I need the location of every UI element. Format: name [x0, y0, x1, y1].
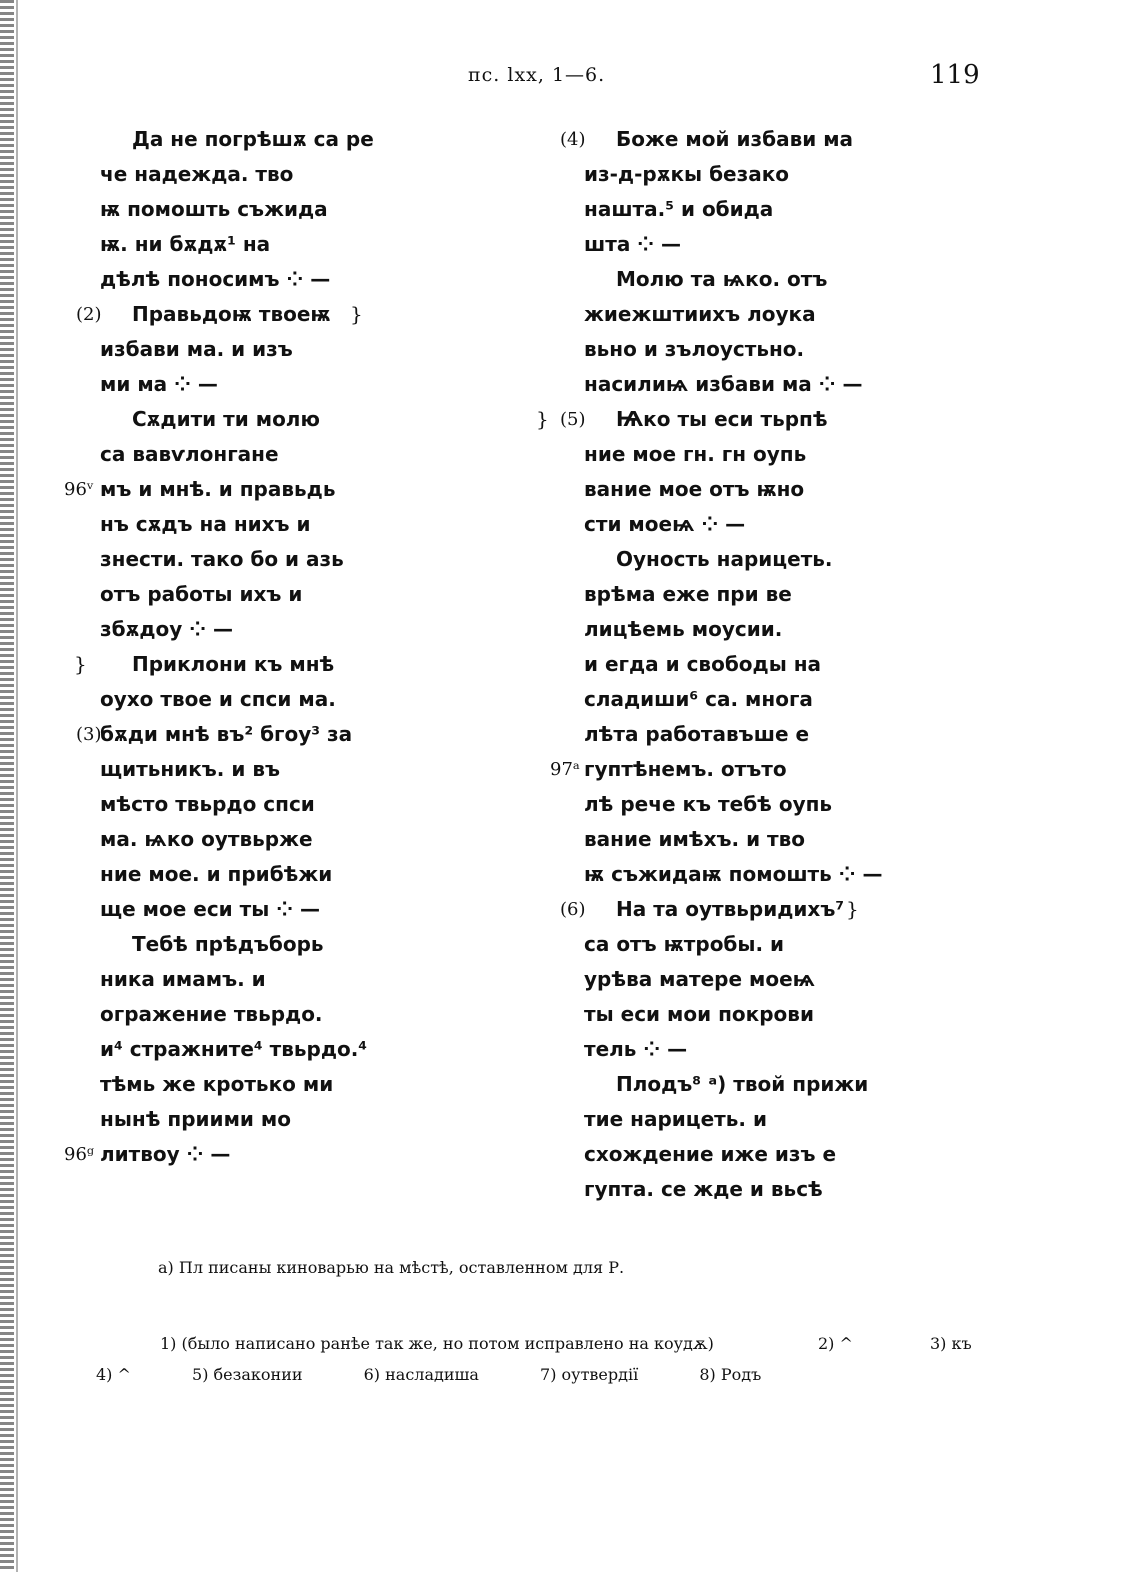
- text-line: [100, 402, 560, 437]
- margin-brace-mark: }: [350, 302, 363, 326]
- page-number: 119: [930, 60, 980, 90]
- line-text: ми ма ⁘ —: [100, 372, 218, 396]
- text-line: [100, 367, 560, 402]
- line-text: вание имѣхъ. и тво: [584, 827, 806, 851]
- text-line: [584, 997, 1044, 1032]
- text-line: [584, 717, 1044, 752]
- text-line: [584, 787, 1044, 822]
- text-line: [584, 472, 1044, 507]
- text-line: [100, 507, 560, 542]
- line-text: насилиѩ избави ма ⁘ —: [584, 372, 863, 396]
- text-line: [100, 787, 560, 822]
- text-line: [584, 577, 1044, 612]
- line-text: Ѩко ты еси тьрпѣ: [616, 407, 828, 431]
- line-text: збѫдоу ⁘ —: [100, 617, 233, 641]
- text-line: [100, 997, 560, 1032]
- text-line: [584, 1137, 1044, 1172]
- margin-brace-mark: }: [74, 652, 87, 676]
- right-column: [536, 122, 1044, 1207]
- text-line: [584, 507, 1044, 542]
- line-text: дѣлѣ поносимъ ⁘ —: [100, 267, 331, 291]
- footnote-5: 5) безаконии: [192, 1365, 303, 1384]
- footnotes-row-2: [96, 1365, 817, 1384]
- line-text: Плодъ⁸ ᵃ) твой прижи: [616, 1072, 869, 1096]
- text-line: [536, 402, 1044, 437]
- line-text: лѣ рече къ тебѣ оупь: [584, 792, 833, 816]
- text-line: [584, 857, 1044, 892]
- text-line: [584, 1102, 1044, 1137]
- folio-marker: 96ᵍ: [64, 1144, 95, 1165]
- text-line: [584, 647, 1044, 682]
- line-text: ние мое. и прибѣжи: [100, 862, 333, 886]
- line-text: Да не погрѣшѫ са ре: [132, 127, 374, 151]
- text-line: [100, 752, 560, 787]
- text-line: [100, 332, 560, 367]
- text-line: [550, 752, 1044, 787]
- line-text: тие нарицеть. и: [584, 1107, 767, 1131]
- text-line: [584, 542, 1044, 577]
- footnote-4: 4) ^: [96, 1365, 131, 1384]
- margin-brace-mark: }: [536, 407, 549, 431]
- line-text: сти моеѩ ⁘ —: [584, 512, 746, 536]
- line-text: ще мое еси ты ⁘ —: [100, 897, 321, 921]
- text-line: [100, 682, 560, 717]
- text-line: [584, 682, 1044, 717]
- book-binding-edge: [0, 0, 14, 1572]
- line-text: схождение иже изъ е: [584, 1142, 837, 1166]
- text-line: [76, 297, 560, 332]
- line-text: ѭ съжидаѭ помошть ⁘ —: [584, 862, 883, 886]
- line-text: тель ⁘ —: [584, 1037, 688, 1061]
- text-line: [100, 1067, 560, 1102]
- folio-marker: 96ᵛ: [64, 479, 94, 500]
- verse-number: (5): [560, 409, 586, 430]
- line-text: Тебѣ прѣдъборь: [132, 932, 324, 956]
- left-column: [64, 122, 560, 1172]
- line-text: знести. тако бо и азь: [100, 547, 344, 571]
- text-line: [560, 892, 1044, 927]
- footnotes-row-1: [160, 1334, 972, 1353]
- line-text: отъ работы ихъ и: [100, 582, 303, 606]
- text-line: [100, 927, 560, 962]
- line-text: тѣмь же кротько ми: [100, 1072, 334, 1096]
- footnote-6: 6) насладиша: [363, 1365, 479, 1384]
- line-text: гупта. се жде и вьсѣ: [584, 1177, 823, 1201]
- line-text: са вавѵлонгане: [100, 442, 279, 466]
- text-line: [100, 612, 560, 647]
- line-text: нъ сѫдъ на нихъ и: [100, 512, 311, 536]
- footnote-2: 2) ^: [818, 1334, 853, 1353]
- text-line: [100, 437, 560, 472]
- line-text: вание мое отъ ѭно: [584, 477, 805, 501]
- line-text: че надежда. тво: [100, 162, 294, 186]
- line-text: ты еси мои покрови: [584, 1002, 814, 1026]
- line-text: лѣта работавъше е: [584, 722, 810, 746]
- line-text: урѣва матере моеѩ: [584, 967, 816, 991]
- line-text: лицѣемь моусии.: [584, 617, 783, 641]
- text-line: [584, 1067, 1044, 1102]
- text-line: [100, 1032, 560, 1067]
- footnote-3: 3) къ: [930, 1334, 972, 1353]
- line-text: вьно и зълоустьно.: [584, 337, 805, 361]
- text-line: [584, 262, 1044, 297]
- text-line: [100, 542, 560, 577]
- line-text: Оуность нарицеть.: [616, 547, 833, 571]
- text-line: [584, 1032, 1044, 1067]
- line-text: мѣсто твьрдо спси: [100, 792, 315, 816]
- line-text: литвоу ⁘ —: [100, 1142, 231, 1166]
- text-line: [74, 647, 560, 682]
- line-text: ѭ. ни бѫдѫ¹ на: [100, 232, 271, 256]
- line-text: нашта.⁵ и обида: [584, 197, 774, 221]
- text-line: [584, 1172, 1044, 1207]
- text-line: [584, 297, 1044, 332]
- line-text: гуптѣнемъ. отъто: [584, 757, 787, 781]
- text-line: [584, 367, 1044, 402]
- line-text: оухо твое и спси ма.: [100, 687, 336, 711]
- line-text: Правьдоѭ твоеѭ: [132, 302, 331, 326]
- line-text: Приклони къ мнѣ: [132, 652, 335, 676]
- line-text: ника имамъ. и: [100, 967, 266, 991]
- line-text: Молю та ѩко. отъ: [616, 267, 828, 291]
- verse-number: (2): [76, 304, 102, 325]
- text-line: [584, 192, 1044, 227]
- line-text: ние мое гн. гн оупь: [584, 442, 807, 466]
- text-line: [100, 962, 560, 997]
- verse-number: (4): [560, 129, 586, 150]
- line-text: избави ма. и изъ: [100, 337, 293, 361]
- line-text: ма. ѩко оутвьрже: [100, 827, 313, 851]
- footnote-a: а) Пл писаны киноварью на мѣстѣ, оставленном для Р.: [158, 1258, 625, 1277]
- line-text: жиежштиихъ лоука: [584, 302, 816, 326]
- text-line: [584, 437, 1044, 472]
- text-line: [100, 192, 560, 227]
- line-text: из-д-рѫкы безако: [584, 162, 790, 186]
- line-text: сладиши⁶ са. многа: [584, 687, 813, 711]
- text-line: [100, 892, 560, 927]
- verse-number: (6): [560, 899, 586, 920]
- text-line: [584, 332, 1044, 367]
- text-line: [584, 157, 1044, 192]
- text-line: [100, 122, 560, 157]
- line-text: са отъ ѭтробы. и: [584, 932, 785, 956]
- line-text: шта ⁘ —: [584, 232, 682, 256]
- line-text: Боже мой избави ма: [616, 127, 854, 151]
- text-line: [100, 227, 560, 262]
- text-line: [76, 717, 560, 752]
- text-line: [100, 1102, 560, 1137]
- line-text: мъ и мнѣ. и правьдь: [100, 477, 336, 501]
- text-line: [584, 227, 1044, 262]
- text-line: [64, 472, 560, 507]
- text-line: [100, 822, 560, 857]
- text-line: [64, 1137, 560, 1172]
- text-line: [100, 262, 560, 297]
- margin-brace-mark: }: [846, 897, 859, 921]
- line-text: врѣма еже при ве: [584, 582, 792, 606]
- line-text: и егда и свободы на: [584, 652, 822, 676]
- folio-marker: 97ᵃ: [550, 759, 580, 780]
- line-text: и⁴ стражните⁴ твьрдо.⁴: [100, 1037, 368, 1061]
- footnote-7: 7) оутвердії: [540, 1365, 639, 1384]
- footnote-8: 8) Родъ: [699, 1365, 762, 1384]
- line-text: Сѫдити ти молю: [132, 407, 320, 431]
- line-text: щитьникъ. и въ: [100, 757, 281, 781]
- text-line: [100, 857, 560, 892]
- line-text: бѫди мнѣ въ² бгоу³ за: [100, 722, 353, 746]
- text-line: [584, 822, 1044, 857]
- text-line: [584, 612, 1044, 647]
- text-line: [584, 927, 1044, 962]
- text-line: [560, 122, 1044, 157]
- line-text: На та оутвьридихъ⁷: [616, 897, 845, 921]
- line-text: огражение твьрдо.: [100, 1002, 323, 1026]
- line-text: ѭ помошть съжида: [100, 197, 328, 221]
- text-line: [100, 157, 560, 192]
- running-header: пс. lxx, 1—6.: [468, 64, 606, 86]
- line-text: нынѣ приими мо: [100, 1107, 291, 1131]
- text-line: [584, 962, 1044, 997]
- verse-number: (3): [76, 724, 102, 745]
- text-line: [100, 577, 560, 612]
- footnote-1: 1) (было написано ранѣе так же, но потом исправлено на коудѫ): [160, 1334, 714, 1353]
- book-binding-line: [16, 0, 18, 1572]
